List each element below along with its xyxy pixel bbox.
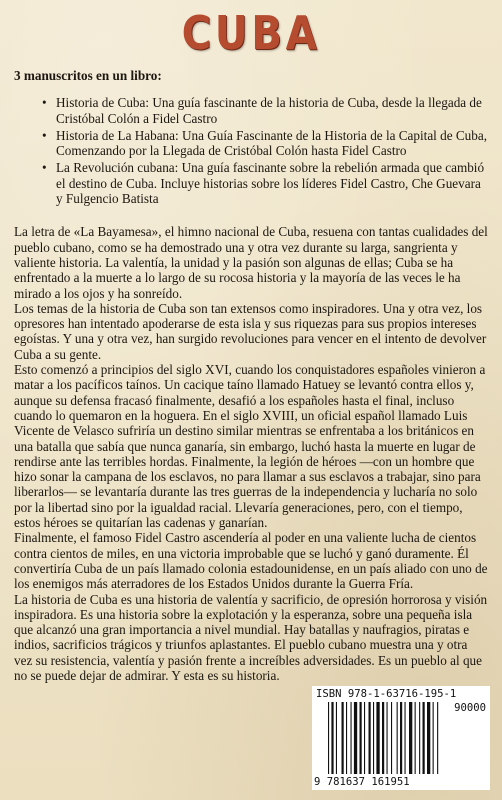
price-addon: 90000 (454, 702, 486, 714)
isbn-barcode (312, 686, 490, 790)
subtitle: 3 manuscritos en un libro: (14, 68, 162, 83)
isbn-label: ISBN 978-1-63716-195-1 (316, 688, 457, 700)
paragraph: La historia de Cuba es una historia de valentía y sacrificio, de opresión horrorosa y visión inspiradora. Es una historia sobre la explotación y la esperanza, sobre una pequeña isla que alcanzó una gran importancia a nivel mundial. Hay batallas y naufragios, piratas e indios, sacrificios trágicos y triunfos aplastantes. El pueblo cubano muestra una y otra vez su resistencia, valentía y pasión frente a increíbles adversidades. Es un pueblo al que no se puede dejar de admirar. Y esta es su historia. (14, 591, 488, 683)
paragraph: La letra de «La Bayamesa», el himno nacional de Cuba, resuena con tantas cualidades del pueblo cubano, como se ha demostrado una y otra vez durante su larga, sangrienta y valiente historia. La valentía, la unidad y la pasión son algunas de ellas; Cuba se ha enfrentado a la muerte a lo largo de su rocosa historia y la mayoría de las veces le ha mirado a los ojos y ha sonreído. (14, 224, 488, 301)
book-title: CUBA (181, 6, 321, 60)
bullet-icon: • (42, 95, 47, 111)
paragraph: Los temas de la historia de Cuba son tan extensos como inspiradores. Una y otra vez, los opresores han intentado apoderarse de esta isla y sus riquezas para sus propios intereses egoístas. Y una y otra vez, han surgido revoluciones para vencer en el intento de devolver Cuba a su gente. (14, 300, 487, 362)
manuscript-item: • Historia de La Habana: Una Guía Fascinante de la Historia de la Capital de Cuba, Comenzando por la Llegada de Cristóbal Colón hasta Fidel Castro (42, 127, 488, 159)
manuscript-item: • Historia de Cuba: Una guía fascinante de la historia de Cuba, desde la llegada de Cristóbal Colón a Fidel Castro (42, 95, 482, 126)
paragraph: Esto comenzó a principios del siglo XVI, cuando los conquistadores españoles vinieron a matar a los pacíficos taínos. Un cacique taíno llamado Hatuey se levantó contra ellos y, aunque su defensa fracasó finalmente, desafió a los españoles hasta el final, incluso cuando lo quemaron en la hoguera. En el siglo XVIII, un oficial español llamado Luis Vicente de Velasco sufriría un destino similar mientras se enfrentaba a los británicos en una batalla que sabía que nunca ganaría, sin embargo, luchó hasta la muerte en lugar de rendirse ante las terribles hordas. Finalmente, la legión de héroes —con un hombre que hizo sonar la campana de los esclavos, no para llamar a sus esclavos a trabajar, sino para liberarlos— se levantaría durante las tres guerras de la independencia y lucharía no solo por la libertad sino por la igualdad racial. Llevaría generaciones, pero, con el tiempo, estos héroes se quitarían las cadenas y ganarían. (14, 362, 486, 531)
manuscript-list (14, 95, 488, 206)
bullet-icon: • (42, 127, 47, 143)
barcode-digits: 9 781637 161951 (314, 776, 410, 788)
bullet-icon: • (42, 160, 47, 176)
paragraph: Finalmente, el famoso Fidel Castro ascendería al poder en una valiente lucha de cientos contra cientos de miles, en una victoria improbable que se luchó y ganó duramente. Él convertiría Cuba de un país llamado colonia estadounidense, en un país aliado con uno de los enemigos más aterradores de los Estados Unidos durante la Guerra Fría. (14, 530, 488, 592)
back-cover-text (14, 68, 488, 683)
barcode-icon (326, 702, 486, 776)
manuscript-item: • La Revolución cubana: Una guía fascinante sobre la rebelión armada que cambió el destino de Cuba. Incluye historias sobre los líderes Fidel Castro, Che Guevara y Fulgencio Batista (42, 160, 485, 207)
